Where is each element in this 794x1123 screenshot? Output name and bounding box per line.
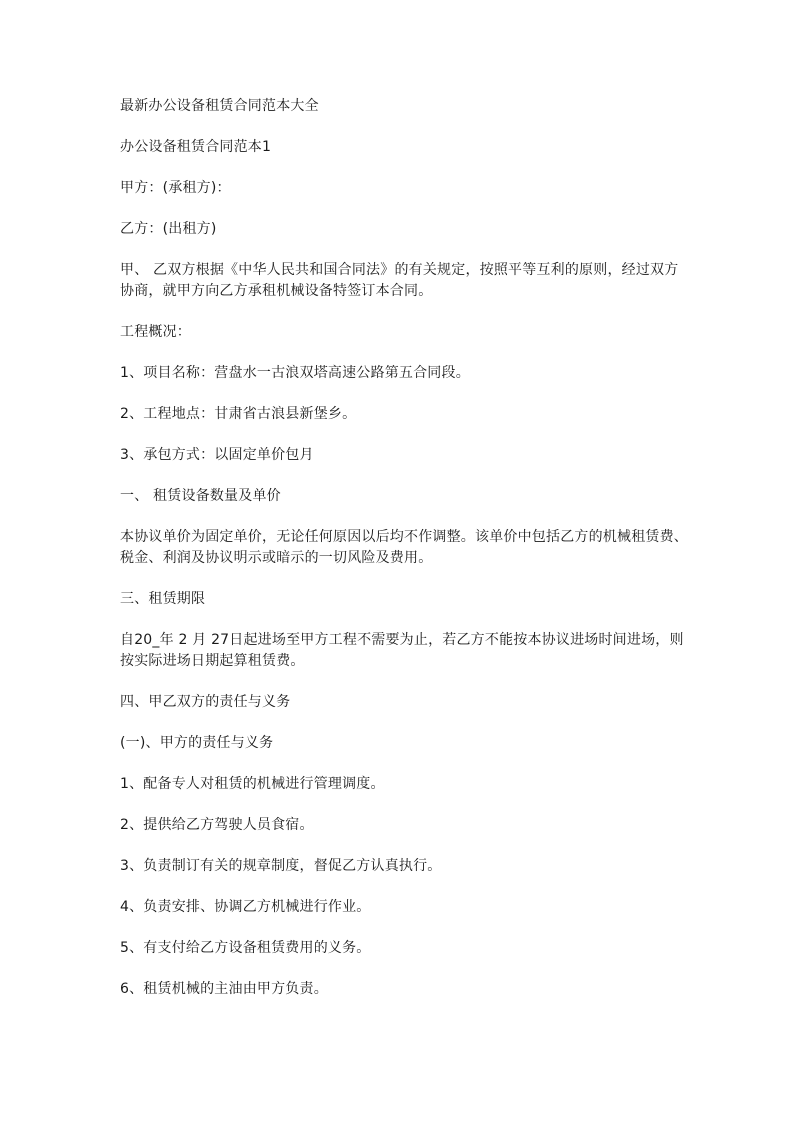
- section-heading-quantity-price: 一、 租赁设备数量及单价: [120, 488, 281, 504]
- party-b-line: 乙方：(出租方): [120, 221, 217, 237]
- party-a-duty-2: 2、提供给乙方驾驶人员食宿。: [120, 817, 314, 833]
- party-a-line: 甲方：(承租方)：: [120, 180, 231, 196]
- subsection-heading-party-a: (一)、甲方的责任与义务: [120, 735, 274, 751]
- preamble-paragraph: 甲、 乙双方根据《中华人民共和国合同法》的有关规定，按照平等互利的原则，经过双方协商，就甲方向乙方承租机械设备特签订本合同。: [120, 262, 679, 299]
- section-heading-responsibilities: 四、甲乙双方的责任与义务: [120, 694, 291, 710]
- document-title: 最新办公设备租赁合同范本大全: [120, 98, 319, 114]
- document-body: [120, 96, 688, 1000]
- lease-term-paragraph: 自20_年 2 月 27日起进场至甲方工程不需要为止，若乙方不能按本协议进场时间进场，则按实际进场日期起算租赁费。: [120, 632, 684, 669]
- party-a-duty-5: 5、有支付给乙方设备租赁费用的义务。: [120, 940, 371, 956]
- project-location-item: 2、工程地点：甘肃省古浪县新堡乡。: [120, 406, 357, 422]
- project-name-item: 1、项目名称：营盘水一古浪双塔高速公路第五合同段。: [120, 365, 470, 381]
- unit-price-paragraph: 本协议单价为固定单价，无论任何原因以后均不作调整。该单价中包括乙方的机械租赁费、税金、利润及协议明示或暗示的一切风险及费用。: [120, 529, 688, 566]
- party-a-duty-4: 4、负责安排、协调乙方机械进行作业。: [120, 899, 371, 915]
- party-a-duty-1: 1、配备专人对租赁的机械进行管理调度。: [120, 776, 385, 792]
- contract-method-item: 3、承包方式：以固定单价包月: [120, 447, 314, 463]
- section-heading-lease-term: 三、租赁期限: [120, 591, 206, 607]
- party-a-duty-3: 3、负责制订有关的规章制度，督促乙方认真执行。: [120, 858, 442, 874]
- party-a-duty-6: 6、租赁机械的主油由甲方负责。: [120, 981, 328, 997]
- section-heading-contract-1: 办公设备租赁合同范本1: [120, 139, 272, 155]
- project-overview-heading: 工程概况：: [120, 324, 191, 340]
